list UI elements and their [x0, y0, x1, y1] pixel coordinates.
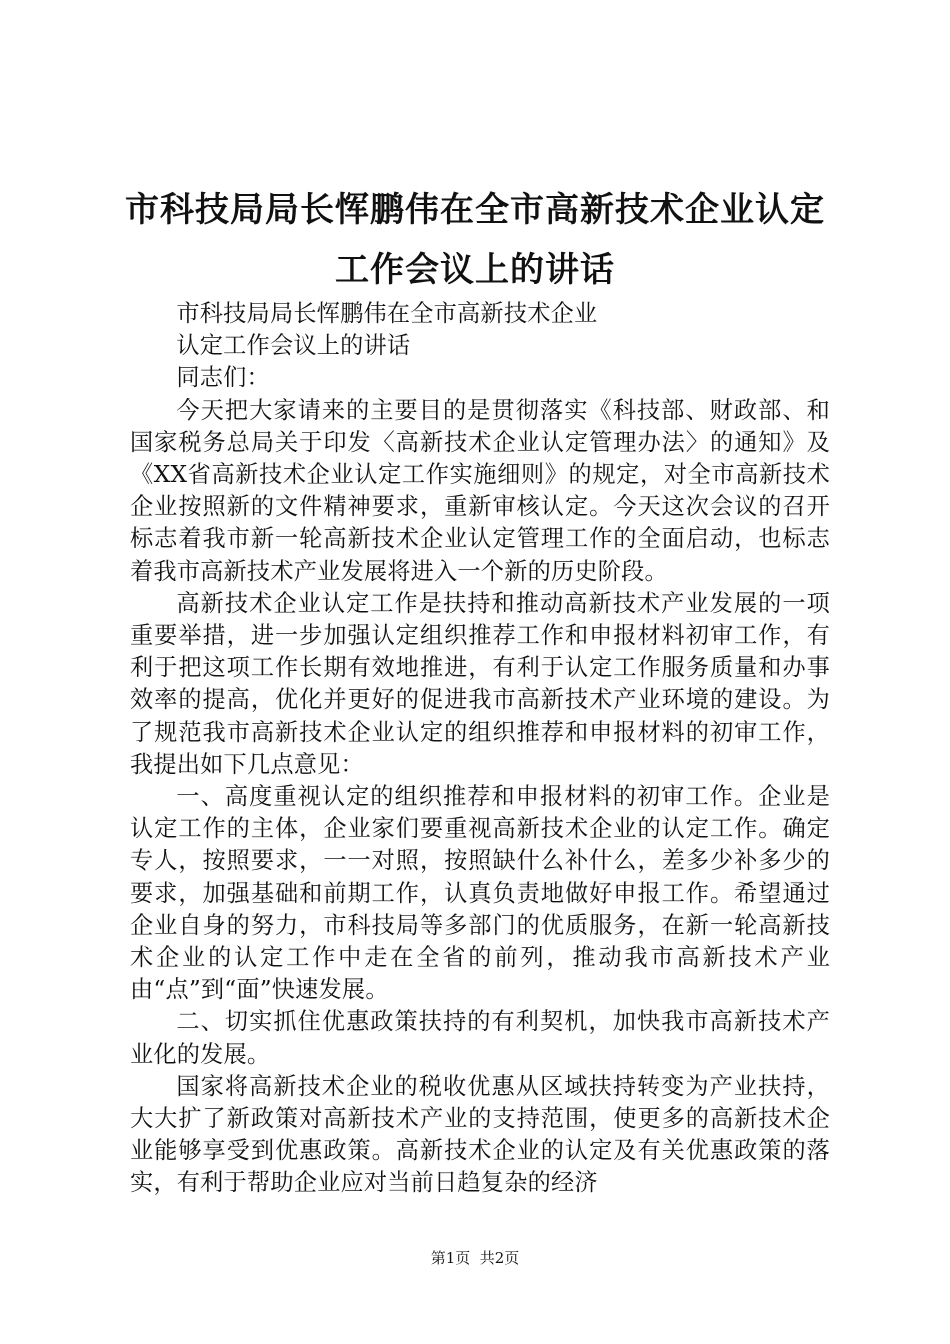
document-title-line-2: 工作会议上的讲话 — [335, 250, 615, 290]
page-number: 第1页 共2页 — [430, 1249, 520, 1267]
body-paragraph: 认定工作会议上的讲话 — [176, 332, 411, 360]
body-paragraph: 今天把大家请来的主要目的是贯彻落实《科技部、财政部、和国家税务总局关于印发〈高新技术企业认定管理办法〉的通知》及《XX省高新技术企业认定工作实施细则》的规定，对全市高新技术企业按照新的文件精神要求，重新审核认定。今天这次会议的召开标志着我市新一轮高新技术企业认定管理工作的全面启动，也标志着我市高新技术产业发展将进入一个新的历史阶段。 — [130, 396, 830, 585]
document-body — [130, 298, 830, 1200]
body-paragraph: 二、切实抓住优惠政策扶持的有利契机，加快我市高新技术产业化的发展。 — [130, 1008, 830, 1068]
salutation: 同志们： — [176, 364, 270, 392]
body-paragraph: 国家将高新技术企业的税收优惠从区域扶持转变为产业扶持，大大扩了新政策对高新技术产业的支持范围，使更多的高新技术企业能够享受到优惠政策。高新技术企业的认定及有关优惠政策的落实，有利于帮助企业应对当前日趋复杂的经济 — [130, 1072, 830, 1197]
page-footer — [0, 1248, 950, 1268]
body-paragraph: 高新技术企业认定工作是扶持和推动高新技术产业发展的一项重要举措，进一步加强认定组织推荐工作和申报材料初审工作，有利于把这项工作长期有效地推进，有利于认定工作服务质量和办事效率的提高，优化并更好的促进我市高新技术产业环境的建设。为了规范我市高新技术企业认定的组织推荐和申报材料的初审工作，我提出如下几点意见： — [130, 589, 830, 778]
body-paragraph: 市科技局局长恽鹏伟在全市高新技术企业 — [176, 300, 598, 327]
body-paragraph: 一、高度重视认定的组织推荐和申报材料的初审工作。企业是认定工作的主体，企业家们要重视高新技术企业的认定工作。确定专人，按照要求，一一对照，按照缺什么补什么，差多少补多少的要求，加强基础和前期工作，认真负责地做好申报工作。希望通过企业自身的努力，市科技局等多部门的优质服务，在新一轮高新技术企业的认定工作中走在全省的前列，推动我市高新技术产业由“点”到“面”快速发展。 — [130, 783, 830, 1004]
document-title-line-1: 市科技局局长恽鹏伟在全市高新技术企业认定 — [125, 190, 825, 230]
